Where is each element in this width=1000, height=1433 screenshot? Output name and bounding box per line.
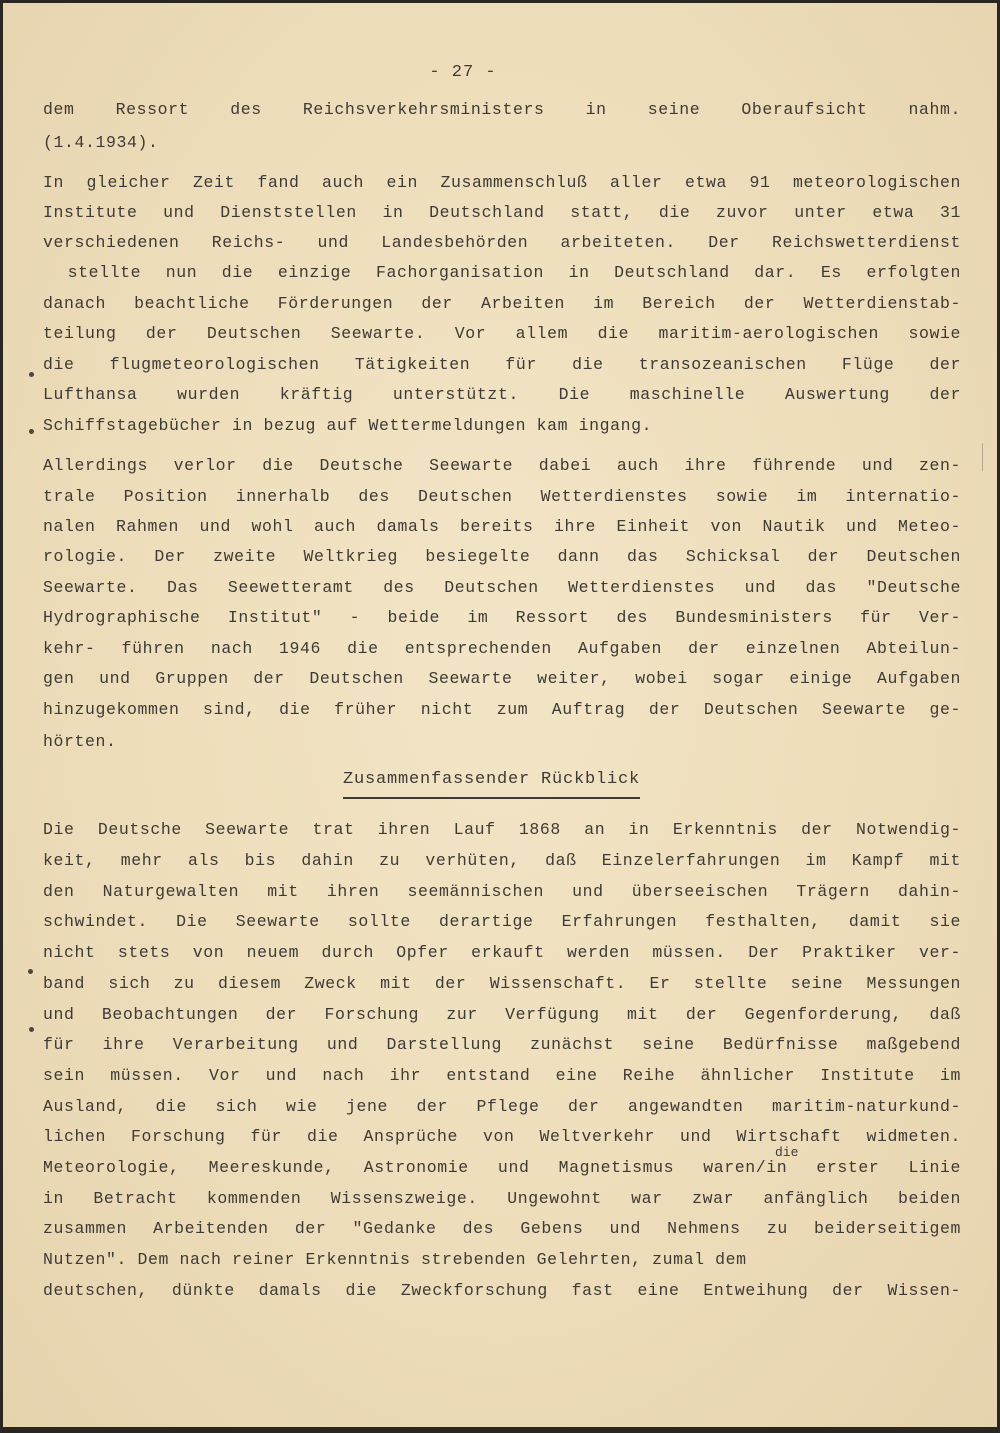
text-line: sein müssen. Vor und nach ihr entstand eine Reihe ähnlicher Institute im	[43, 1066, 961, 1085]
text-line: In gleicher Zeit fand auch ein Zusammenschluß aller etwa 91 meteorologischen	[43, 173, 961, 192]
margin-dot	[29, 372, 34, 377]
text-line: deutschen, dünkte damals die Zweckforschung fast eine Entweihung der Wissen-	[43, 1281, 961, 1300]
text-line: nicht stets von neuem durch Opfer erkauft werden müssen. Der Praktiker ver-	[43, 943, 961, 962]
text-line: dem Ressort des Reichsverkehrsministers in seine Oberaufsicht nahm.	[43, 100, 961, 119]
text-line: trale Position innerhalb des Deutschen Wetterdienstes sowie im internatio-	[43, 487, 961, 506]
page-number: - 27 -	[429, 63, 497, 82]
text-line: nalen Rahmen und wohl auch damals bereits ihre Einheit von Nautik und Meteo-	[43, 517, 961, 536]
text-line: die flugmeteorologischen Tätigkeiten für die transozeanischen Flüge der	[43, 355, 961, 374]
text-line: lichen Forschung für die Ansprüche von Weltverkehr und Wirtschaft widmeten.	[43, 1127, 961, 1146]
text-line: Hydrographische Institut" - beide im Ressort des Bundesministers für Ver-	[43, 608, 961, 627]
text-line: für ihre Verarbeitung und Darstellung zunächst seine Bedürfnisse maßgebend	[43, 1035, 961, 1054]
text-line: Seewarte. Das Seewetteramt des Deutschen Wetterdienstes und das "Deutsche	[43, 578, 961, 597]
margin-dot	[28, 969, 33, 974]
handwritten-insertion: die	[775, 1145, 799, 1160]
text-line: hörten.	[43, 732, 117, 751]
document-page	[3, 3, 997, 1427]
text-line: danach beachtliche Förderungen der Arbeiten im Bereich der Wetterdienstab-	[43, 294, 961, 313]
section-heading: Zusammenfassender Rückblick	[343, 769, 640, 799]
text-line: in Betracht kommenden Wissenszweige. Ungewohnt war zwar anfänglich beiden	[43, 1189, 961, 1208]
text-line: Die Deutsche Seewarte trat ihren Lauf 1868 an in Erkenntnis der Notwendig-	[43, 820, 961, 839]
text-line: Lufthansa wurden kräftig unterstützt. Die maschinelle Auswertung der	[43, 385, 961, 404]
text-line: und Beobachtungen der Forschung zur Verfügung mit der Gegenforderung, daß	[43, 1005, 961, 1024]
text-line: (1.4.1934).	[43, 133, 159, 152]
text-line: verschiedenen Reichs- und Landesbehörden arbeiteten. Der Reichswetterdienst	[43, 233, 961, 252]
text-line: hinzugekommen sind, die früher nicht zum Auftrag der Deutschen Seewarte ge-	[43, 700, 961, 719]
text-line: den Naturgewalten mit ihren seemännischen und überseeischen Trägern dahin-	[43, 882, 961, 901]
text-line: Schiffstagebücher in bezug auf Wettermeldungen kam ingang.	[43, 416, 653, 435]
text-line: Institute und Dienststellen in Deutschland statt, die zuvor unter etwa 31	[43, 203, 961, 222]
text-line: Allerdings verlor die Deutsche Seewarte dabei auch ihre führende und zen-	[43, 456, 961, 475]
text-line: Meteorologie, Meereskunde, Astronomie und Magnetismus waren/in erster Linie	[43, 1158, 961, 1177]
text-line: band sich zu diesem Zweck mit der Wissenschaft. Er stellte seine Messungen	[43, 974, 961, 993]
margin-dot	[29, 1027, 34, 1032]
text-line: schwindet. Die Seewarte sollte derartige Erfahrungen festhalten, damit sie	[43, 912, 961, 931]
text-line: rologie. Der zweite Weltkrieg besiegelte dann das Schicksal der Deutschen	[43, 547, 961, 566]
text-line: stellte nun die einzige Fachorganisation in Deutschland dar. Es erfolgten	[43, 263, 961, 282]
text-line: kehr- führen nach 1946 die entsprechenden Aufgaben der einzelnen Abteilun-	[43, 639, 961, 658]
text-line: gen und Gruppen der Deutschen Seewarte weiter, wobei sogar einige Aufgaben	[43, 669, 961, 688]
margin-dot	[29, 429, 34, 434]
text-line: Ausland, die sich wie jene der Pflege der angewandten maritim-naturkund-	[43, 1097, 961, 1116]
text-line: keit, mehr als bis dahin zu verhüten, daß Einzelerfahrungen im Kampf mit	[43, 851, 961, 870]
text-line: Nutzen". Dem nach reiner Erkenntnis strebenden Gelehrten, zumal dem	[43, 1250, 747, 1269]
text-line: zusammen Arbeitenden der "Gedanke des Gebens und Nehmens zu beiderseitigem	[43, 1219, 961, 1238]
paper-edge-mark	[982, 443, 983, 471]
text-line: teilung der Deutschen Seewarte. Vor allem die maritim-aerologischen sowie	[43, 324, 961, 343]
